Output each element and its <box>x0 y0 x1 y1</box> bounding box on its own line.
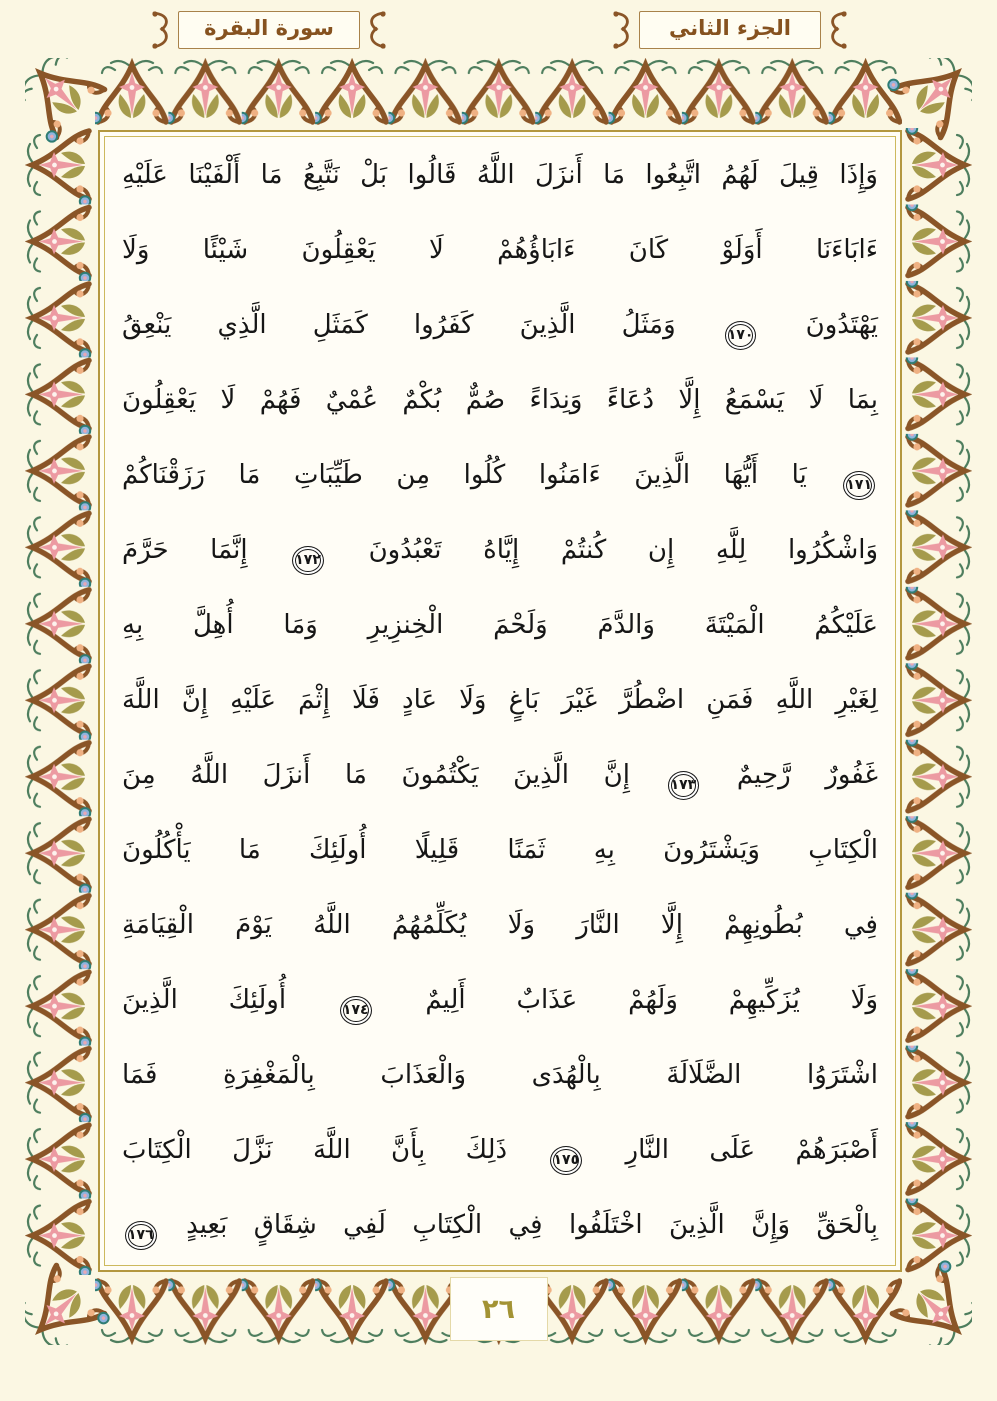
quran-line <box>122 738 878 813</box>
verse-text: إِنَّمَا حَرَّمَ <box>122 535 248 565</box>
verse-text: غَفُورٌ رَّحِيمٌ <box>736 760 878 790</box>
quran-line <box>122 363 878 438</box>
verse-text: أَصْبَرَهُمْ عَلَى النَّارِ <box>625 1135 879 1165</box>
quran-line <box>122 1038 878 1113</box>
ayah-marker: ١٧٢ <box>292 546 324 575</box>
ornament-bracket-icon <box>362 10 386 50</box>
quran-line <box>122 888 878 963</box>
verse-text: إِنَّ الَّذِينَ يَكْتُمُونَ مَا أَنزَلَ اللَّهُ مِنَ <box>122 760 630 790</box>
verse-text: لِغَيْرِ اللَّهِ فَمَنِ اضْطُرَّ غَيْرَ بَاغٍ وَلَا عَادٍ فَلَا إِثْمَ عَلَيْهِ إِنَّ اللَّهَ <box>122 685 878 715</box>
verse-text: الْكِتَابِ وَيَشْتَرُونَ بِهِ ثَمَنًا قَلِيلًا أُولَئِكَ مَا يَأْكُلُونَ <box>122 835 878 865</box>
verse-text: ءَابَاءَنَا أَوَلَوْ كَانَ ءَابَاؤُهُمْ لَا يَعْقِلُونَ شَيْئًا وَلَا <box>122 235 878 265</box>
quran-line <box>122 1188 878 1263</box>
juz-header <box>613 8 847 52</box>
quran-line <box>122 588 878 663</box>
ayah-marker: ١٧٤ <box>340 996 372 1025</box>
quran-line <box>122 663 878 738</box>
verse-text: فِي بُطُونِهِمْ إِلَّا النَّارَ وَلَا يُكَلِّمُهُمُ اللَّهُ يَوْمَ الْقِيَامَةِ <box>122 910 878 940</box>
quran-line <box>122 213 878 288</box>
quran-line <box>122 438 878 513</box>
ayah-marker: ١٧١ <box>843 471 875 500</box>
verse-text: وَإِذَا قِيلَ لَهُمُ اتَّبِعُوا مَا أَنزَلَ اللَّهُ قَالُوا بَلْ نَتَّبِعُ مَا أَلْفَيْنَا عَلَيْهِ <box>122 160 878 190</box>
quran-line <box>122 513 878 588</box>
verse-text: يَا أَيُّهَا الَّذِينَ ءَامَنُوا كُلُوا مِن طَيِّبَاتِ مَا رَزَقْنَاكُمْ <box>122 460 807 490</box>
verse-text: بِالْحَقِّ وَإِنَّ الَّذِينَ اخْتَلَفُوا فِي الْكِتَابِ لَفِي شِقَاقٍ بَعِيدٍ <box>186 1210 879 1240</box>
quran-line <box>122 813 878 888</box>
ayah-marker: ١٧٣ <box>668 771 700 800</box>
quran-line <box>122 963 878 1038</box>
ayah-marker: ١٧٥ <box>550 1146 582 1175</box>
verse-text: يَهْتَدُونَ <box>805 310 878 340</box>
quran-line <box>122 138 878 213</box>
ornament-bracket-icon <box>823 10 847 50</box>
verse-text: بِمَا لَا يَسْمَعُ إِلَّا دُعَاءً وَنِدَاءً صُمٌّ بُكْمٌ عُمْيٌ فَهُمْ لَا يَعْقِلُونَ <box>122 385 878 415</box>
surah-header <box>152 8 386 52</box>
ornament-bracket-icon <box>613 10 637 50</box>
quran-line <box>122 1113 878 1188</box>
juz-title: الجزء الثاني <box>639 11 821 49</box>
page-number-box <box>450 1277 548 1341</box>
verse-text: عَلَيْكُمُ الْمَيْتَةَ وَالدَّمَ وَلَحْمَ الْخِنزِيرِ وَمَا أُهِلَّ بِهِ <box>122 610 878 640</box>
page-number: ٢٦ <box>482 1293 515 1325</box>
surah-title: سورة البقرة <box>178 11 360 49</box>
verse-text: أُولَئِكَ الَّذِينَ <box>122 985 287 1015</box>
verse-text: وَمَثَلُ الَّذِينَ كَفَرُوا كَمَثَلِ الَّذِي يَنْعِقُ <box>122 310 676 340</box>
quran-text-panel <box>98 130 902 1272</box>
verse-text: ذَلِكَ بِأَنَّ اللَّهَ نَزَّلَ الْكِتَابَ <box>122 1135 508 1165</box>
ayah-marker: ١٧٦ <box>125 1221 157 1250</box>
ayah-marker: ١٧٠ <box>725 321 757 350</box>
verse-text: وَاشْكُرُوا لِلَّهِ إِن كُنتُمْ إِيَّاهُ تَعْبُدُونَ <box>368 535 879 565</box>
verse-text: اشْتَرَوُا الضَّلَالَةَ بِالْهُدَى وَالْعَذَابَ بِالْمَغْفِرَةِ فَمَا <box>122 1060 878 1090</box>
verse-text: وَلَا يُزَكِّيهِمْ وَلَهُمْ عَذَابٌ أَلِيمٌ <box>425 985 878 1015</box>
ornament-bracket-icon <box>152 10 176 50</box>
quran-line <box>122 288 878 363</box>
